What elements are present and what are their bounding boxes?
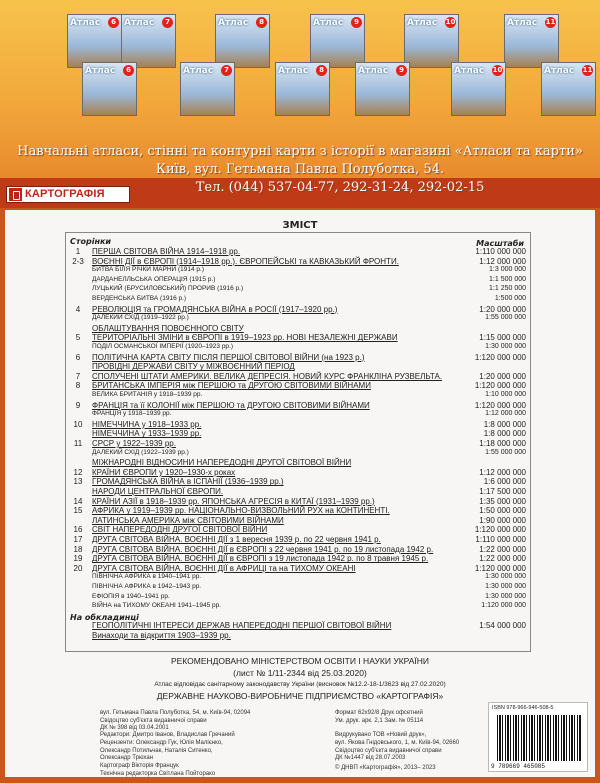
barcode-icon — [497, 715, 581, 761]
imprint-line: ДК № 398 від 03.04.2001 — [100, 725, 169, 731]
map-title: МІЖНАРОДНІ ВІДНОСИНИ НАПЕРЕДОДНІ ДРУГОЇ СВІТОВОЇ ВІЙНИ — [92, 458, 352, 468]
atlas-thumbnail-label: Атлас — [544, 66, 575, 76]
map-scale: 1:1 500 000 — [489, 275, 526, 283]
map-title: ФРАНЦІЯ у 1918–1939 рр. — [92, 410, 172, 418]
recommend-line-2: (лист № 1/11-2344 від 25.03.2020) — [233, 668, 367, 678]
map-scale: 1:3 000 000 — [489, 266, 526, 274]
map-scale: 1:35 000 000 — [479, 496, 526, 506]
map-title: НАРОДИ ЦЕНТРАЛЬНОЇ ЄВРОПИ. — [92, 487, 224, 496]
page-number: 12 — [73, 467, 83, 477]
grade-badge: 9 — [351, 17, 362, 28]
imprint-line: Свідоцтво суб'єкта видавничої справи — [335, 747, 442, 754]
map-scale: 1:17 500 000 — [479, 487, 526, 496]
map-title: ГРОМАДЯНСЬКА ВІЙНА в ІСПАНІЇ (1936–1939 рр.) — [92, 477, 284, 487]
imprint-line: Олександр Трюхан — [100, 755, 153, 762]
map-scale: 1:18 000 000 — [479, 439, 526, 448]
page-number: 4 — [75, 304, 81, 314]
map-scale: 1:55 000 000 — [485, 448, 526, 456]
map-scale: 1:110 000 000 — [475, 535, 526, 544]
atlas-thumbnail-label: Атлас — [278, 66, 309, 76]
map-title: БИТВА БІЛЯ РІЧКИ МАРНИ (1914 р.) — [92, 266, 205, 274]
map-title: КРАЇНИ ЄВРОПИ у 1920–1930-х роках — [92, 467, 236, 477]
map-title: НІМЕЧЧИНА у 1933–1939 рр. — [92, 429, 202, 439]
map-title: КРАЇНИ АЗІЇ в 1918–1939 рр. ЯПОНСЬКА АГРЕСІЯ в КИТАЇ (1931–1939 рр.) — [92, 496, 375, 506]
map-scale: 1:120 000 000 — [474, 352, 526, 362]
map-title: ВОЄННІ ДІЇ в ЄВРОПІ (1914–1918 рр.). ЄВРОПЕЙСЬКІ та КАВКАЗЬКИЙ ФРОНТИ. — [92, 256, 399, 266]
grade-badge: 8 — [256, 17, 267, 28]
map-title: ДРУГА СВІТОВА ВІЙНА. ВОЄННІ ДІЇ з 1 вересня 1939 р. по 22 червня 1941 р. — [92, 535, 381, 544]
page-number: 16 — [73, 525, 83, 535]
imprint-line: Олександр Потильчак, Наталія Ситенко, — [100, 747, 213, 754]
page-number: 2-3 — [72, 256, 84, 266]
imprint-line: ДК №1447 від 28.07.2003 — [335, 755, 406, 762]
imprint-line: Формат 62х92/8 Друк офсетний — [335, 710, 423, 716]
grade-badge: 7 — [221, 65, 232, 76]
map-title: ДАРДАНЕЛЛЬСЬКА ОПЕРАЦІЯ (1915 р.) — [92, 275, 216, 283]
map-scale: 1:10 000 000 — [485, 391, 526, 398]
map-scale: 1:12 000 000 — [479, 256, 526, 266]
page-number: 7 — [75, 371, 81, 381]
atlas-thumbnail-label: Атлас — [70, 18, 101, 28]
recommend-line-3: Атлас відповідає санітарному законодавству України (висновок №12.2-18-1/3623 від 27.02.2020) — [154, 681, 446, 688]
page-number: 13 — [73, 477, 83, 487]
map-scale: 1:30 000 000 — [485, 583, 526, 590]
atlas-thumbnail — [121, 14, 176, 68]
grade-badge: 11 — [545, 18, 556, 26]
atlas-thumbnail-label: Атлас — [507, 18, 538, 28]
atlas-thumbnail — [275, 62, 330, 116]
imprint-line: вул. Гетьмана Павла Полуботка, 54, м. Київ-94, 02094 — [100, 710, 251, 716]
imprint-line: Свідоцтво суб'єкта видавничої справи — [100, 717, 207, 724]
map-scale: 1:8 000 000 — [483, 419, 526, 429]
grade-badge: 10 — [492, 66, 503, 74]
map-scale: 1:54 000 000 — [479, 621, 526, 631]
atlas-thumbnail-label: Атлас — [358, 66, 389, 76]
map-title: Винаходи та відкриття 1903–1939 рр. — [92, 631, 231, 640]
map-title: ПРОВІДНІ ДЕРЖАВИ СВІТУ у МІЖВОЄННИЙ ПЕРІОД — [92, 362, 295, 372]
page-number: 10 — [73, 419, 83, 429]
pages-column-header: Сторінки — [70, 237, 112, 246]
isbn-number: ISBN 978-966-946-508-5 — [492, 705, 554, 711]
atlas-thumbnail — [504, 14, 559, 68]
map-title: ДАЛЕКИЙ СХІД (1922–1939 рр.) — [92, 448, 189, 456]
map-scale: 1:120 000 000 — [474, 381, 526, 391]
recommend-line-1: РЕКОМЕНДОВАНО МІНІСТЕРСТВОМ ОСВІТИ І НАУКИ УКРАЇНИ — [170, 656, 430, 666]
imprint-line: Редактори: Дмитро Іванов, Владислав Гречаний — [100, 732, 235, 738]
page-number: 18 — [73, 544, 83, 554]
imprint-line: Ум. друк. арк. 2,1 Зам. № 05114 — [335, 717, 424, 724]
map-title: ВІЙНА на ТИХОМУ ОКЕАНІ 1941–1945 рр. — [92, 602, 222, 610]
map-title: ПІВНІЧНА АФРИКА в 1940–1941 рр. — [92, 573, 202, 581]
cover-heading: На обкладинці — [70, 612, 139, 622]
map-scale: 1:90 000 000 — [479, 515, 526, 525]
logo-mark-icon — [9, 188, 22, 201]
map-title: НІМЕЧЧИНА у 1918–1933 рр. — [92, 419, 202, 429]
publisher-name: ДЕРЖАВНЕ НАУКОВО-ВИРОБНИЧЕ ПІДПРИЄМСТВО «КАРТОГРАФІЯ» — [156, 691, 444, 701]
promo-line-1: Навчальні атласи, стінні та контурні карти з історії в магазині «Атласи та карти» — [17, 144, 583, 159]
promo-line-2: Київ, вул. Гетьмана Павла Полуботка, 54. — [155, 162, 445, 177]
grade-badge: 6 — [123, 65, 134, 76]
map-title: БРИТАНСЬКА ІМПЕРІЯ між ПЕРШОЮ та ДРУГОЮ СВІТОВИМИ ВІЙНАМИ — [92, 381, 371, 391]
atlas-thumbnail — [67, 14, 122, 68]
map-title: ВЕЛИКА БРИТАНІЯ у 1918–1939 рр. — [92, 391, 203, 398]
imprint-line: Технічна редакторка Світлана Пойторако — [100, 771, 216, 777]
map-scale: 1:20 000 000 — [479, 304, 526, 314]
page-number: 6 — [75, 352, 81, 362]
map-title: ОБЛАШТУВАННЯ ПОВОЄННОГО СВІТУ — [92, 323, 244, 333]
grade-badge: 6 — [108, 17, 119, 28]
map-scale: 1:15 000 000 — [479, 333, 526, 343]
map-title: ПІВНІЧНА АФРИКА в 1942–1943 рр. — [92, 583, 202, 590]
map-title: ТЕРИТОРІАЛЬНІ ЗМІНИ в ЄВРОПІ в 1919–1923 рр. НОВІ НЕЗАЛЕЖНІ ДЕРЖАВИ — [92, 333, 398, 343]
map-scale: 1:110 000 000 — [475, 247, 526, 256]
scale-column-header: Масштаби — [476, 239, 524, 248]
map-title: ПЕРША СВІТОВА ВІЙНА 1914–1918 рр. — [92, 247, 241, 256]
atlas-thumbnail-label: Атлас — [454, 66, 485, 76]
map-scale: 1:22 000 000 — [479, 544, 526, 554]
grade-badge: 7 — [162, 17, 173, 28]
map-title: ЛУЦЬКИЙ (БРУСИЛОВСЬКИЙ) ПРОРИВ (1916 р.) — [92, 285, 244, 293]
atlas-thumbnail — [451, 62, 506, 116]
atlas-thumbnail-label: Атлас — [85, 66, 116, 76]
map-title: АФРИКА у 1919–1939 рр. НАЦІОНАЛЬНО-ВИЗВОЛЬНИЙ РУХ на КОНТИНЕНТІ. — [92, 506, 390, 516]
map-title: ФРАНЦІЯ та її КОЛОНІЇ між ПЕРШОЮ та ДРУГОЮ СВІТОВИМИ ВІЙНАМИ — [92, 400, 370, 410]
barcode-number: 9 789669 465085 — [491, 763, 546, 770]
page-number: 9 — [75, 400, 81, 410]
map-title: ЛАТИНСЬКА АМЕРИКА між СВІТОВИМИ ВІЙНАМИ — [92, 515, 284, 525]
map-scale: 1:1 250 000 — [489, 285, 526, 293]
atlas-thumbnail — [404, 14, 459, 68]
map-scale: 1:20 000 000 — [479, 371, 526, 381]
copyright: © ДНВП «Картографія», 2013– 2023 — [335, 765, 436, 771]
atlas-thumbnail — [82, 62, 137, 116]
map-scale: 1:120 000 000 — [474, 400, 526, 410]
grade-badge: 10 — [445, 18, 456, 26]
map-scale: 1:8 000 000 — [483, 429, 526, 439]
kartografia-logo — [6, 186, 130, 203]
map-title: ЕФІОПІЯ в 1940–1941 рр. — [92, 592, 170, 600]
map-scale: 1:500 000 — [494, 295, 526, 302]
cover-banner — [0, 0, 600, 178]
grade-badge: 8 — [316, 65, 327, 76]
map-scale: 1:12 000 000 — [485, 410, 526, 418]
map-scale: 1:120 000 000 — [474, 563, 526, 573]
logo-text: КАРТОГРАФІЯ — [25, 188, 105, 200]
page-number: 14 — [73, 496, 83, 506]
atlas-thumbnail-label: Атлас — [407, 18, 438, 28]
map-title: ДРУГА СВІТОВА ВІЙНА. ВОЄННІ ДІЇ в ЄВРОПІ з 19 листопада 1942 р. по 8 травня 1945 р. — [92, 554, 429, 564]
map-title: ГЕОПОЛІТИЧНІ ІНТЕРЕСИ ДЕРЖАВ НАПЕРЕДОДНІ ПЕРШОЇ СВІТОВОЇ ВІЙНИ — [92, 621, 392, 631]
map-scale: 1:30 000 000 — [485, 573, 526, 581]
atlas-thumbnail — [215, 14, 270, 68]
grade-badge: 11 — [582, 66, 593, 74]
imprint-line: Картограф Вікторія Францук — [100, 763, 179, 770]
map-title: ДАЛЕКИЙ СХІД (1919–1922 рр.) — [92, 314, 189, 322]
atlas-thumbnail-label: Атлас — [218, 18, 249, 28]
imprint-line: вул. Якова Гнідовського, 1, м. Київ-94, 02660 — [335, 739, 460, 746]
page-number: 1 — [75, 247, 81, 256]
page-number: 15 — [73, 506, 83, 516]
contents-table — [65, 232, 531, 652]
atlas-thumbnail-label: Атлас — [313, 18, 344, 28]
map-title: ПОЛІТИЧНА КАРТА СВІТУ ПІСЛЯ ПЕРШОЇ СВІТОВОЇ ВІЙНИ (на 1923 р.) — [92, 352, 365, 362]
imprint-line: Видрукувано ТОВ «Новий друк», — [335, 732, 427, 738]
atlas-thumbnail — [355, 62, 410, 116]
page-number: 20 — [73, 563, 83, 573]
isbn-block — [488, 702, 588, 772]
map-scale: 1:120 000 000 — [481, 602, 526, 610]
map-scale: 1:30 000 000 — [485, 592, 526, 600]
atlas-thumbnail-label: Атлас — [124, 18, 155, 28]
atlas-thumbnail — [541, 62, 596, 116]
map-title: РЕВОЛЮЦІЯ та ГРОМАДЯНСЬКА ВІЙНА в РОСІЇ (1917–1920 рр.) — [92, 304, 338, 314]
map-title: ДРУГА СВІТОВА ВІЙНА. ВОЄННІ ДІЇ в АФРИЦІ та на ТИХОМУ ОКЕАНІ — [92, 563, 356, 573]
map-scale: 1:55 000 000 — [485, 314, 526, 322]
page-number: 17 — [73, 535, 83, 544]
map-title: ПОДІЛ ОСМАНСЬКОЇ ІМПЕРІЇ (1920–1923 рр.) — [92, 343, 234, 350]
atlas-thumbnail-label: Атлас — [183, 66, 214, 76]
map-title: ВЕРДЕНСЬКА БИТВА (1916 р.) — [92, 295, 187, 302]
atlas-thumbnail — [310, 14, 365, 68]
page-number: 11 — [73, 439, 83, 448]
map-scale: 1:12 000 000 — [479, 467, 526, 477]
map-scale: 1:6 000 000 — [483, 477, 526, 487]
map-scale: 1:30 000 000 — [485, 343, 526, 350]
page-number: 8 — [75, 381, 81, 391]
contents-title: ЗМІСТ — [282, 220, 318, 231]
map-title: СПОЛУЧЕНІ ШТАТИ АМЕРИКИ. ВЕЛИКА ДЕПРЕСІЯ. НОВИЙ КУРС ФРАНКЛІНА РУЗВЕЛЬТА. — [92, 371, 443, 381]
map-title: СРСР у 1922–1939 рр. — [92, 439, 176, 448]
map-title: СВІТ НАПЕРЕДОДНІ ДРУГОЇ СВІТОВОЇ ВІЙНИ — [92, 525, 268, 535]
cover-row — [66, 631, 530, 643]
atlas-thumbnail — [180, 62, 235, 116]
map-scale: 1:50 000 000 — [479, 506, 526, 516]
grade-badge: 9 — [396, 65, 407, 76]
map-scale: 1:22 000 000 — [479, 554, 526, 564]
back-cover-panel — [5, 210, 595, 777]
page-number: 19 — [73, 554, 83, 564]
promo-line-3: Тел. (044) 537-04-77, 292-31-24, 292-02-15 — [195, 180, 485, 195]
map-scale: 1:120 000 000 — [474, 525, 526, 535]
map-title: ДРУГА СВІТОВА ВІЙНА. ВОЄННІ ДІЇ в ЄВРОПІ з 22 червня 1941 р. по 19 листопада 1942 р. — [92, 544, 434, 554]
imprint-line: Рецензенти: Олександр Гук, Юлія Малієнко, — [100, 739, 223, 746]
page-number: 5 — [75, 333, 81, 343]
